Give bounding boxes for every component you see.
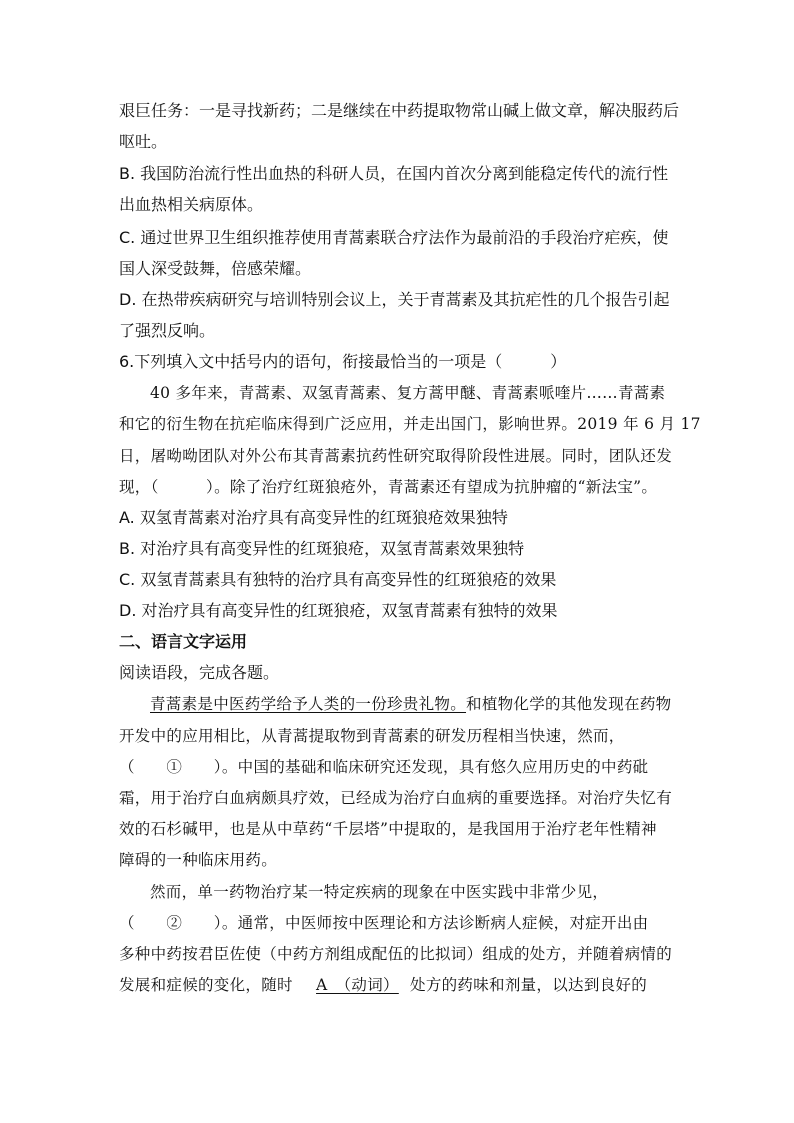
option-c-line: C. 通过世界卫生组织推荐使用青蒿素联合疗法作为最前沿的手段治疗疟疾，使 [119,228,669,247]
option-d: D. 对治疗具有高变异性的红斑狼疮，双氢青蒿素有独特的效果 [119,601,558,620]
passage-line: 日，屠呦呦团队对外公布其青蒿素抗药性研究取得阶段性进展。同时，团队还发 [119,447,673,465]
option-b-line: B. 我国防治流行性出血热的科研人员，在国内首次分离到能稳定传代的流行性 [119,164,669,183]
passage-line: 和它的衍生物在抗疟临床得到广泛应用，并走出国门，影响世界。2019 年 6 月 17 [119,415,701,433]
question-6: 6.下列填入文中括号内的语句，衔接最恰当的一项是（ ） [119,352,567,371]
passage-line: 40 多年来，青蒿素、双氢青蒿素、复方蒿甲醚、青蒿素哌喹片……青蒿素 [150,384,666,402]
option-d-line: D. 在热带疾病研究与培训特别会议上，关于青蒿素及其抗疟性的几个报告引起 [119,290,670,309]
passage-line [150,694,671,714]
text-line: 国人深受鼓舞，倍感荣耀。 [119,259,312,278]
instruction: 阅读语段，完成各题。 [119,663,280,682]
option-c: C. 双氢青蒿素具有独特的治疗具有高变异性的红斑狼疮的效果 [119,570,557,589]
passage-text: 处方的药味和剂量，以达到良好的 [410,976,648,994]
text-line: 艰巨任务：一是寻找新药；二是继续在中药提取物常山碱上做文章，解决服药后 [119,101,680,120]
passage-text: 和植物化学的其他发现在药物 [466,695,672,713]
option-b: B. 对治疗具有高变异性的红斑狼疮，双氢青蒿素效果独特 [119,539,525,558]
section-heading: 二、语言文字运用 [119,632,248,651]
text-line: 出血热相关病原体。 [119,195,264,214]
passage-line [119,975,647,995]
passage-line: （ ② ）。通常，中医师按中医理论和方法诊断病人症候，对症开出由 [119,914,649,932]
blank-a: A （动词） [316,976,399,994]
option-a: A. 双氢青蒿素对治疗具有高变异性的红斑狼疮效果独特 [119,508,508,527]
text-line: 呕吐。 [119,132,168,151]
passage-line: （ ① ）。中国的基础和临床研究还发现，具有悠久应用历史的中药砒 [119,758,649,776]
passage-line: 开发中的应用相比，从青蒿提取物到青蒿素的研发历程相当快速，然而， [119,727,625,745]
passage-line: 多种中药按君臣佐使（中药方剂组成配伍的比拟词）组成的处方，并随着病情的 [119,945,673,963]
passage-line: 效的石杉碱甲，也是从中草药“千层塔”中提取的，是我国用于治疗老年性精神 [119,820,657,838]
passage-text: 发展和症候的变化，随时 [119,976,293,994]
text-line: 了强烈反响。 [119,321,216,340]
underlined-sentence: 青蒿素是中医药学给予人类的一份珍贵礼物。 [150,695,467,713]
passage-line: 霜，用于治疗白血病颇具疗效，已经成为治疗白血病的重要选择。对治疗失忆有 [119,789,673,807]
passage-line: 然而，单一药物治疗某一特定疾病的现象在中医实践中非常少见， [150,883,609,901]
passage-line: 现，（ ）。除了治疗红斑狼疮外，青蒿素还有望成为抗肿瘤的“新法宝”。 [119,478,658,496]
passage-line: 障碍的一种临床用药。 [119,851,278,869]
